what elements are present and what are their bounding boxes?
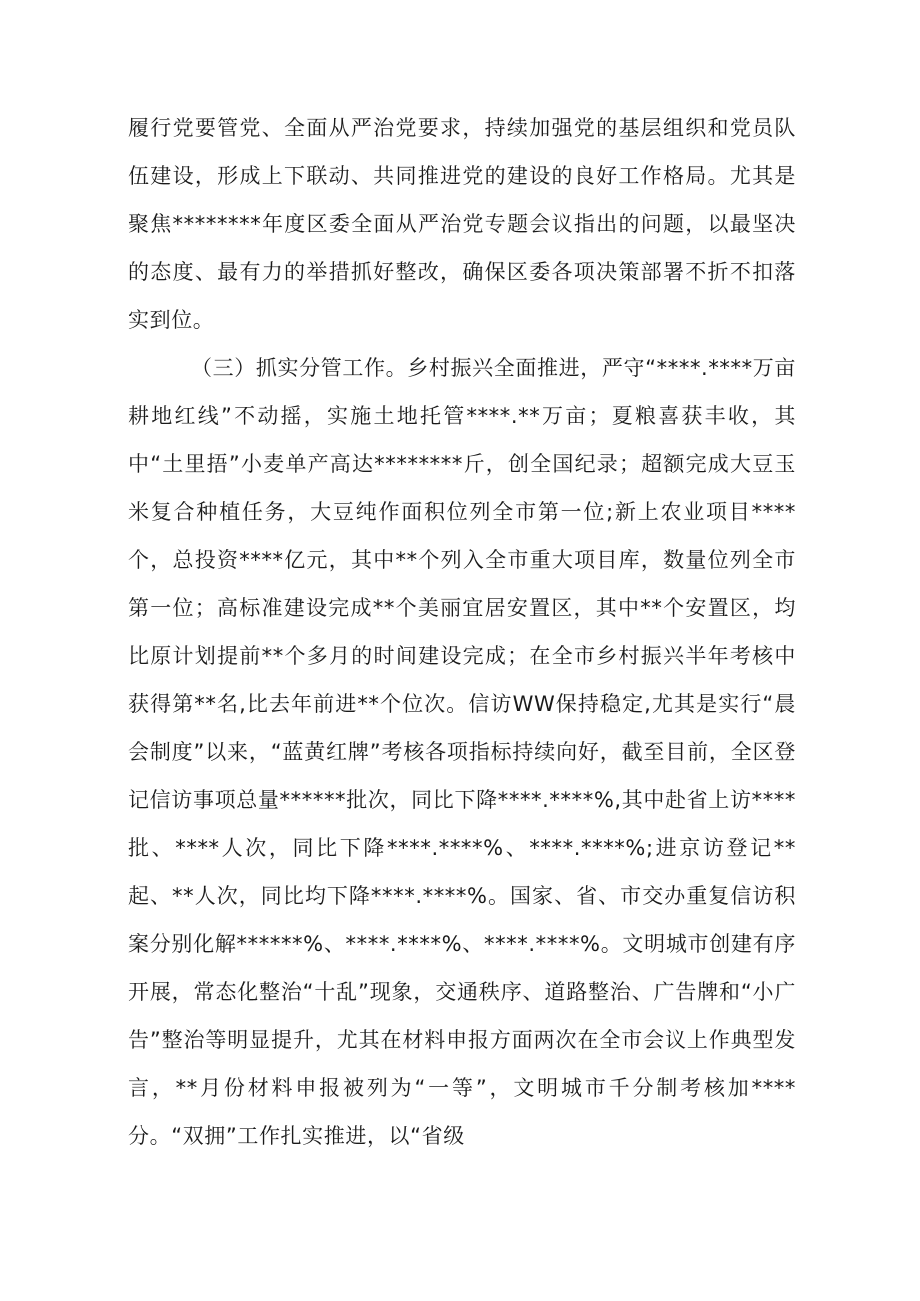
paragraph-assigned-work: （三）抓实分管工作。乡村振兴全面推进，严守“****.****万亩耕地红线”不动摇，实施土地托管****.**万亩；夏粮喜获丰收，其中“土里捂”小麦单产高达********斤，创全国纪录；超额完成大豆玉米复合种植任务，大豆纯作面积位列全市第一位;新上农业项目****个，总投资****亿元，其中**个列入全市重大项目库，数量位列全市第一位；高标准建设完成**个美丽宜居安置区，其中**个安置区，均比原计划提前**个多月的时间建设完成；在全市乡村振兴半年考核中获得第**名,比去年前进**个位次。信访WW保持稳定,尤其是实行“晨会制度”以来，“蓝黄红牌”考核各项指标持续向好，截至目前，全区登记信访事项总量******批次，同比下降****.****%,其中赴省上访****批、****人次，同比下降****.****%、****.****%;进京访登记**起、**人次，同比均下降****.****%。国家、省、市交办重复信访积案分别化解******%、****.****%、****.****%。文明城市创建有序开展，常态化整治“十乱”现象，交通秩序、道路整治、广告牌和“小广告”整治等明显提升，尤其在材料申报方面两次在全市会议上作典型发言，**月份材料申报被列为“一等”，文明城市千分制考核加****分。“双拥”工作扎实推进，以“省级 <box>128 356 796 1148</box>
paragraph-party-building: 履行党要管党、全面从严治党要求，持续加强党的基层组织和党员队伍建设，形成上下联动、共同推进党的建设的良好工作格局。尤其是聚焦********年度区委全面从严治党专题会议指出的问题，以最坚决的态度、最有力的举措抓好整改，确保区委各项决策部署不折不扣落实到位。 <box>128 116 796 332</box>
document-body <box>128 104 796 1160</box>
